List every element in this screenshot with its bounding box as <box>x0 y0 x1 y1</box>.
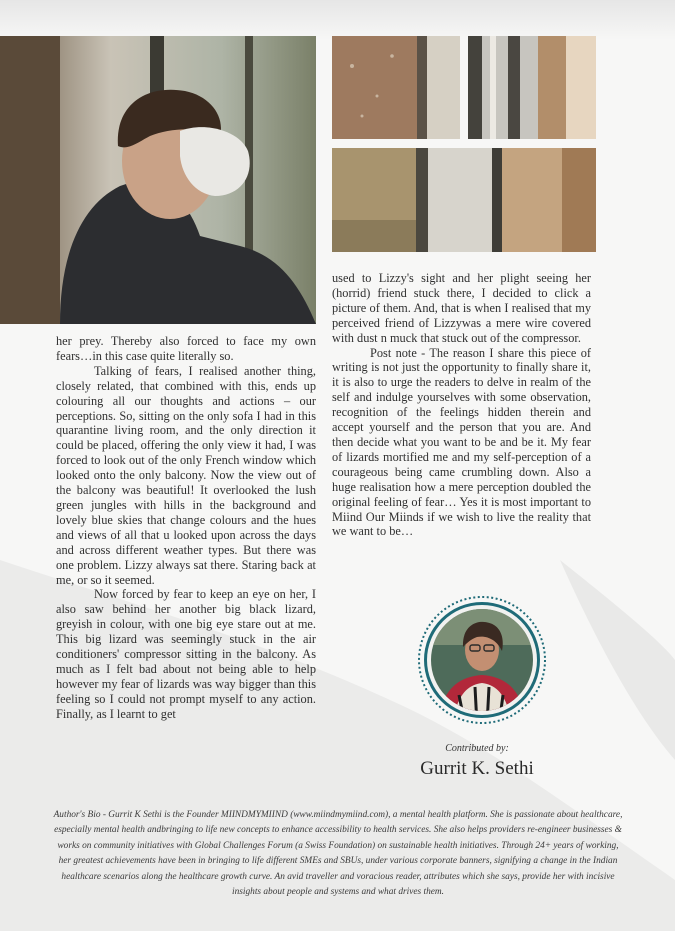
article-paragraph: Now forced by fear to keep an eye on her, I also saw behind her another big black lizard, greyish in colour, with one big eye stare out at me. This big lizard was seemingly stuck in the air conditioners' compressor sitting in the balcony. As much as I felt bad about not being able to help however my fear of lizards was way bigger than this feeling so I could not prompt myself to any action. Finally, as I learnt to get <box>56 587 316 721</box>
window-photo-1 <box>332 36 460 139</box>
article-paragraph: Talking of fears, I realised another thing, closely related, that combined with this, ends up colouring all our thoughts and actions – our perceptions. So, sitting on the only sofa I had in this quarantine living room, and the only direction it could be placed, offering the only view it had, I was forced to look out of the only French window which looked onto the only balcony. Now the view out of the balcony was beautiful! It overlooked the lush green jungles with hills in the background and lovely blue skies that change colours and the hues and views of all that u looked upon across the days and across different weather types. But there was one problem. Lizzy always sat there. Staring back at me, or so it seemed. <box>56 363 316 587</box>
window-photo-2 <box>468 36 596 139</box>
article-left-column <box>56 334 316 722</box>
contributor-name: Gurrit K. Sethi <box>420 758 534 779</box>
article-right-column <box>332 271 591 539</box>
author-bio: Author's Bio - Gurrit K Sethi is the Founder MIINDMYMIIND (www.miindmymiind.com), a mental health platform. She is passionate about healthcare, especially mental health andbringing to life new concepts to enhance accessibility to health services. She also helps providers re-engineer businesses & works on community initiatives with Global Challenges Forum (a Swiss Foundation) on sustainable health initiatives. Through 24+ years of working, her greatest achievements have been in bringing to life different SMEs and SBUs, under various corporate banners, signifying a change in the Indian healthcare scenarios along the healthcare growth curve. An avid traveller and voracious reader, attributes which she says, provide her with incisive insights about people and systems and what drives them. <box>53 810 623 898</box>
article-paragraph: Post note - The reason I share this piece of writing is not just the opportunity to finally share it, it is also to urge the readers to delve in realm of the self and indulge yourselves with some observation, recognition of the feelings hidden therein and accept yourself and the person that you are. And then decide what you want to be and be it. My fear of lizards mortified me and my self-perception of a courageous being came crumbling down. Also a huge realisation how a mere perception doubled the original feeling of fear… Yes it is most important to Miind Our Miinds if we wish to live the reality that we want to be… <box>332 345 591 539</box>
article-paragraph: used to Lizzy's sight and her plight seeing her (horrid) friend stuck there, I decided to click a picture of them. And, that is when I realised that my perceived friend of Lizzywas a mere wire covered with dust n muck that stuck out of the compressor. <box>332 271 591 345</box>
boy-photo <box>0 36 316 324</box>
author-avatar <box>417 595 547 725</box>
contributed-by-label: Contributed by: <box>445 743 509 754</box>
article-paragraph: her prey. Thereby also forced to face my own fears…in this case quite literally so. <box>56 334 316 363</box>
window-photo-3 <box>332 148 596 252</box>
